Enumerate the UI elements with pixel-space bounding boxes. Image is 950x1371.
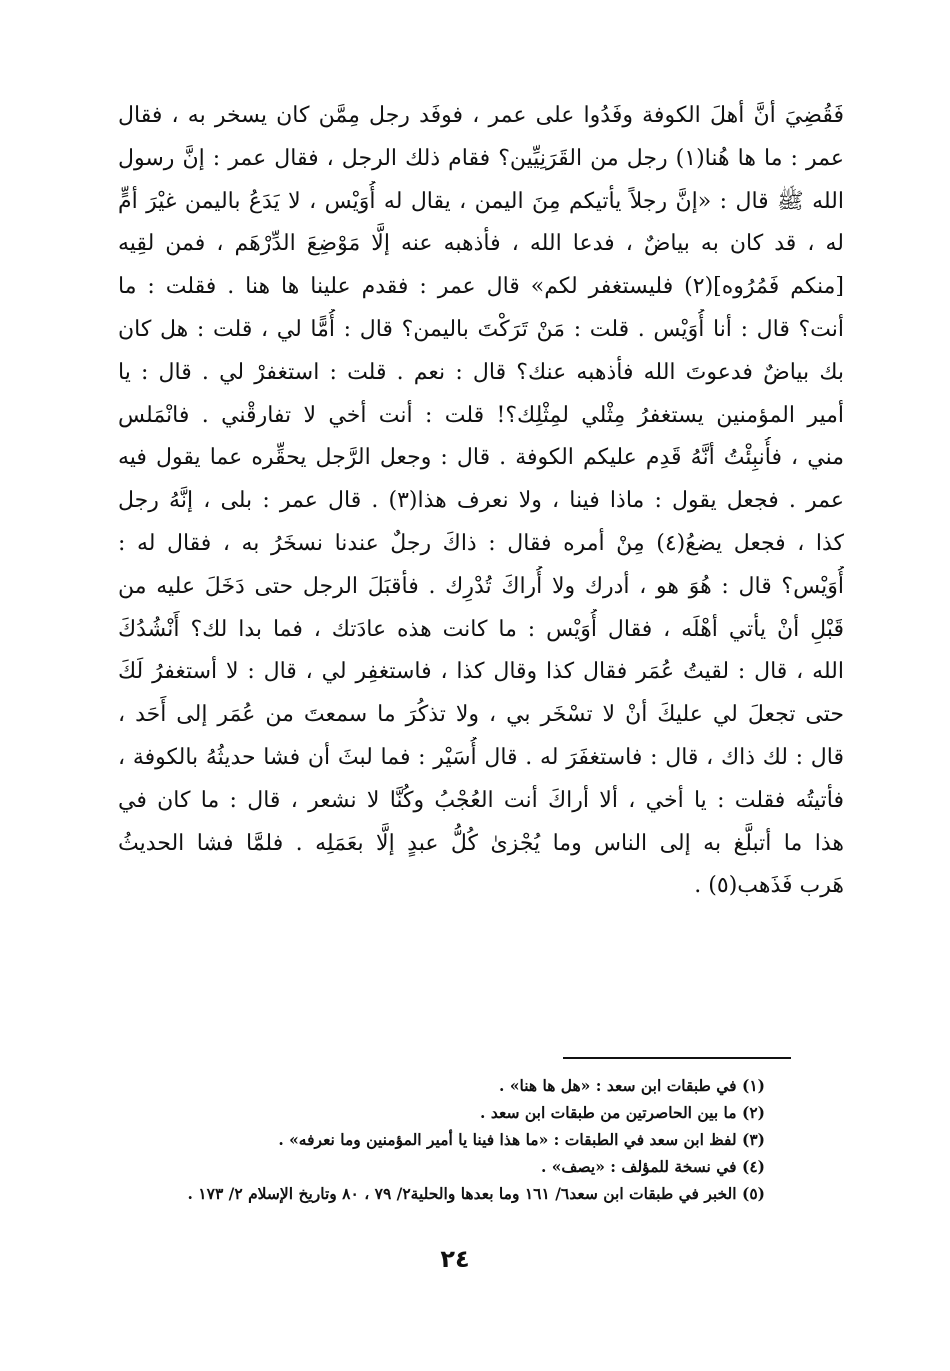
body-text	[118, 95, 844, 908]
body-line: الله ﷺ قال : «إنَّ رجلاً يأتيكم مِنَ اليمن ، يقال له أُوَيْس ، لا يَدَعُ باليمن غيْرَ أمٍّ	[118, 188, 844, 214]
body-line: [منكم فَمُرُوه](٢) فليستغفر لكم» قال عمر : فقدم علينا ها هنا . فقلت : ما	[118, 274, 844, 300]
body-line: عمر . فجعل يقول : ماذا فينا ، ولا نعرف هذا(٣) . قال عمر : بلى ، إنَّهُ رجل	[118, 488, 844, 514]
body-line: فَقُضِيَ أنَّ أهلَ الكوفة وفَدُوا على عمر ، فوفَد رجل مِمَّن كان يسخر به ، فقال	[118, 103, 844, 128]
body-line: قال : لك ذاك ، قال : فاستغفَرَ له . قال أُسَيْر : فما لبثَ أن فشا حديثُهُ بالكوفة ،	[118, 744, 844, 770]
body-line: كذا ، فجعل يضعُ(٤) مِنْ أمره فقال : ذاكَ رجلٌ عندنا نسخَرُ به ، فقال له :	[118, 530, 844, 556]
body-line: له ، قد كان به بياضٌ ، فدعا الله ، فأذهبه عنه إلَّا مَوْضِعَ الدِّرْهَم ، فمن لقِيه	[118, 231, 844, 257]
body-line: هَرب فَذَهب(٥) .	[694, 873, 844, 899]
body-line: أمير المؤمنين يستغفرُ مِثْلي لمِثْلِك؟! قلت : أنت أخي لا تفارقْني . فانْمَلس	[118, 402, 844, 428]
body-line: حتى تجعلَ لي عليكَ أنْ لا تسْخَر بي ، ولا تذكُرَ ما سمعتَ من عُمَر إلى أَحَد ،	[118, 702, 844, 728]
body-line: الله ، قال : لقيتُ عُمَر فقال كذا وقال كذا ، فاستغفِر لي ، قال : لا أستغفرُ لَكَ	[118, 659, 844, 685]
body-line: أُوَيْس؟ قال : هُوَ هو ، أدرك ولا أُراكَ تُدْرِك . فأقبَلَ الرجل حتى دَخَلَ عليه من	[118, 573, 844, 599]
body-line: مني ، فأُنبِئْتُ أنَّهُ قَدِم عليكم الكوفة . قال : وجعل الرَّجل يحقِّره عما يقول فيه	[118, 445, 844, 471]
footnote-separator	[563, 1057, 791, 1059]
footnote-4: (٤) في نسخة للمؤلف : «يصف» .	[540, 1157, 765, 1176]
footnotes	[100, 1072, 765, 1207]
body-line: عمر : ما ها هُنا(١) رجل من القَرَنِيِّين؟ فقام ذلك الرجل ، فقال عمر : إنَّ رسول	[118, 145, 844, 171]
body-line: فأتيتُه فقلت : يا أخي ، ألا أراكَ أنت العُجْبُ وكُنَّا لا نشعر ، قال : ما كان في	[118, 787, 844, 813]
page-number: ٢٤	[440, 1245, 470, 1273]
body-line: أنت؟ قال : أنا أُوَيْس . قلت : مَنْ تَرَكْتَ باليمن؟ قال : أُمًّا لي ، قلت : هل كان	[118, 316, 844, 342]
body-line: هذا ما أتبلَّغ به إلى الناس وما يُجْزىٰ كُلُّ عبدٍ إلَّا بعَمَلِه . فلمَّا فشا الحديثُ	[118, 830, 844, 856]
body-line: قَبْلِ أنْ يأتي أهْلَه ، فقال أُوَيْس : ما كانت هذه عادَتك ، فما بدا لك؟ أَنْشُدُكَ	[118, 616, 844, 642]
footnote-2: (٢) ما بين الحاصرتين من طبقات ابن سعد .	[480, 1103, 765, 1122]
footnote-1: (١) في طبقات ابن سعد : «هل ها هنا» .	[499, 1076, 765, 1095]
body-line: بك بياضٌ فدعوتَ الله فأذهبه عنك؟ قال : نعم . قلت : استغفرْ لي . قال : يا	[118, 359, 844, 385]
footnote-5: (٥) الخبر في طبقات ابن سعد٦/ ١٦١ وما بعدها والحلية٢/ ٧٩ ، ٨٠ وتاريخ الإسلام ٢/ ١٧٣ .	[187, 1184, 765, 1203]
footnote-3: (٣) لفظ ابن سعد في الطبقات : «ما هذا فينا يا أمير المؤمنين وما نعرفه» .	[278, 1130, 765, 1149]
